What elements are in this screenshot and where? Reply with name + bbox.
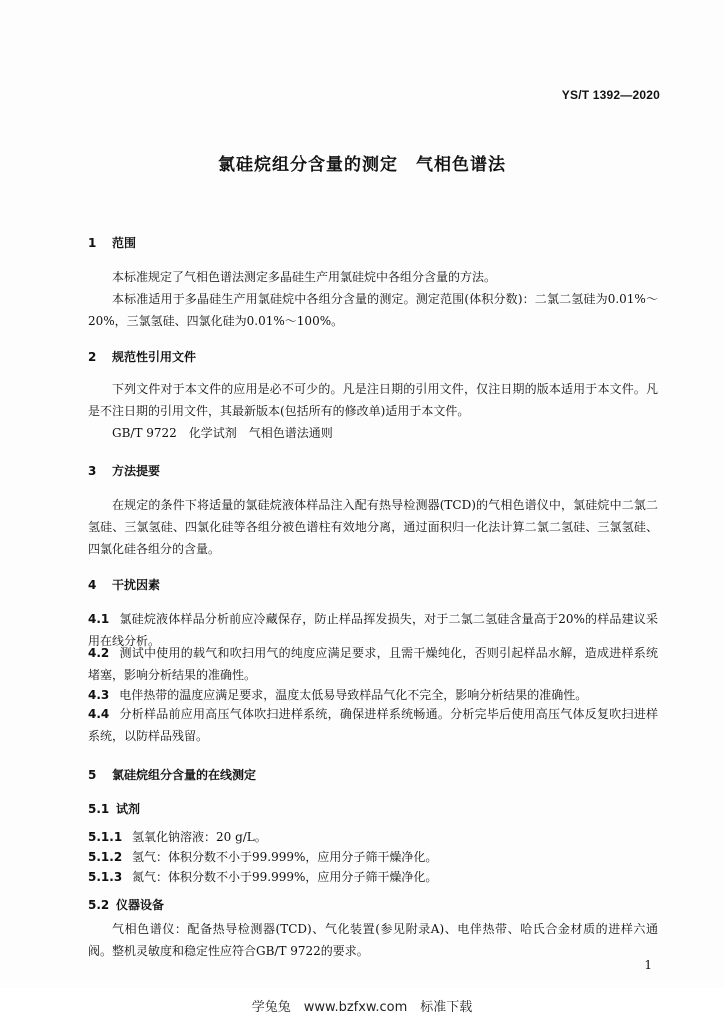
reagent-5-1-3: [88, 868, 437, 885]
clause-number: 4.1: [88, 612, 110, 626]
section-2-heading: [88, 348, 196, 365]
section-1-paragraph-1: 本标准规定了气相色谱法测定多晶硅生产用氯硅烷中各组分含量的方法。: [112, 270, 497, 284]
section-title: 范围: [112, 236, 137, 250]
subsection-5-1-heading: [88, 800, 140, 817]
clause-number: 4.4: [88, 707, 110, 721]
section-number: 2: [88, 350, 97, 364]
section-title: 方法提要: [112, 464, 161, 478]
footer-watermark: 学兔兔 www.bzfxw.com 标准下载: [251, 1000, 473, 1015]
clause-4-2: [88, 642, 658, 686]
section-title: 干扰因素: [112, 578, 161, 592]
subsection-5-2-paragraph: 气相色谱仪：配备热导检测器(TCD)、气化装置(参见附录A)、电伴热带、哈氏合金材质的进样六通阀。整机灵敏度和稳定性应符合GB/T 9722的要求。: [88, 922, 658, 958]
clause-number: 4.2: [88, 646, 110, 660]
section-5-heading: [88, 766, 256, 783]
section-3-paragraph-1: 在规定的条件下将适量的氯硅烷液体样品注入配有热导检测器(TCD)的气相色谱仪中，氯硅烷中二氯二氢硅、三氯氢硅、四氯化硅等各组分被色谱柱有效地分离，通过面积归一化法计算二氯二氢硅、三氯氢硅、四氯化硅各组分的含量。: [88, 498, 658, 556]
subsection-number: 5.2: [88, 898, 110, 912]
clause-number: 5.1.2: [88, 850, 123, 864]
clause-number: 5.1.3: [88, 870, 123, 884]
clause-text: 氢氧化钠溶液：20 g/L。: [132, 830, 267, 844]
section-4-heading: [88, 576, 160, 593]
reagent-5-1-1: [88, 828, 267, 845]
standard-number: YS/T 1392—2020: [561, 88, 660, 102]
section-title: 氯硅烷组分含量的在线测定: [112, 768, 257, 782]
section-number: 4: [88, 578, 97, 592]
section-number: 5: [88, 768, 97, 782]
clause-4-4: [88, 703, 658, 747]
subsection-5-2-heading: [88, 896, 164, 913]
clause-text: 氯硅烷液体样品分析前应冷藏保存，防止样品挥发损失，对于二氯二氢硅含量高于20%的样品建议采用在线分析。: [88, 612, 658, 648]
section-number: 3: [88, 464, 97, 478]
section-2-paragraph-1: 下列文件对于本文件的应用是必不可少的。凡是注日期的引用文件，仅注日期的版本适用于本文件。凡是不注日期的引用文件，其最新版本(包括所有的修改单)适用于本文件。: [88, 382, 658, 418]
clause-text: 测试中使用的载气和吹扫用气的纯度应满足要求，且需干燥纯化，否则引起样品水解，造成进样系统堵塞，影响分析结果的准确性。: [88, 646, 658, 682]
subsection-title: 试剂: [116, 802, 141, 816]
document-title: 氯硅烷组分含量的测定 气相色谱法: [218, 155, 506, 175]
section-1-heading: [88, 234, 136, 251]
page-number: 1: [644, 958, 652, 972]
section-1-paragraph-2: 本标准适用于多晶硅生产用氯硅烷中各组分含量的测定。测定范围(体积分数)：二氯二氢硅为0.01%～20%，三氯氢硅、四氯化硅为0.01%～100%。: [88, 292, 658, 328]
section-number: 1: [88, 236, 97, 250]
subsection-number: 5.1: [88, 802, 110, 816]
clause-number: 5.1.1: [88, 830, 123, 844]
section-3-heading: [88, 462, 160, 479]
clause-text: 氢气：体积分数不小于99.999%，应用分子筛干燥净化。: [132, 850, 438, 864]
clause-text: 电伴热带的温度应满足要求，温度太低易导致样品气化不完全，影响分析结果的准确性。: [119, 688, 588, 702]
clause-text: 分析样品前应用高压气体吹扫进样系统，确保进样系统畅通。分析完毕后使用高压气体反复吹扫进样系统，以防样品残留。: [88, 707, 658, 743]
normative-reference: GB/T 9722 化学试剂 气相色谱法通则: [112, 426, 333, 440]
section-title: 规范性引用文件: [112, 350, 197, 364]
clause-text: 氮气：体积分数不小于99.999%，应用分子筛干燥净化。: [132, 870, 438, 884]
reagent-5-1-2: [88, 848, 437, 865]
clause-number: 4.3: [88, 688, 110, 702]
subsection-title: 仪器设备: [116, 898, 165, 912]
